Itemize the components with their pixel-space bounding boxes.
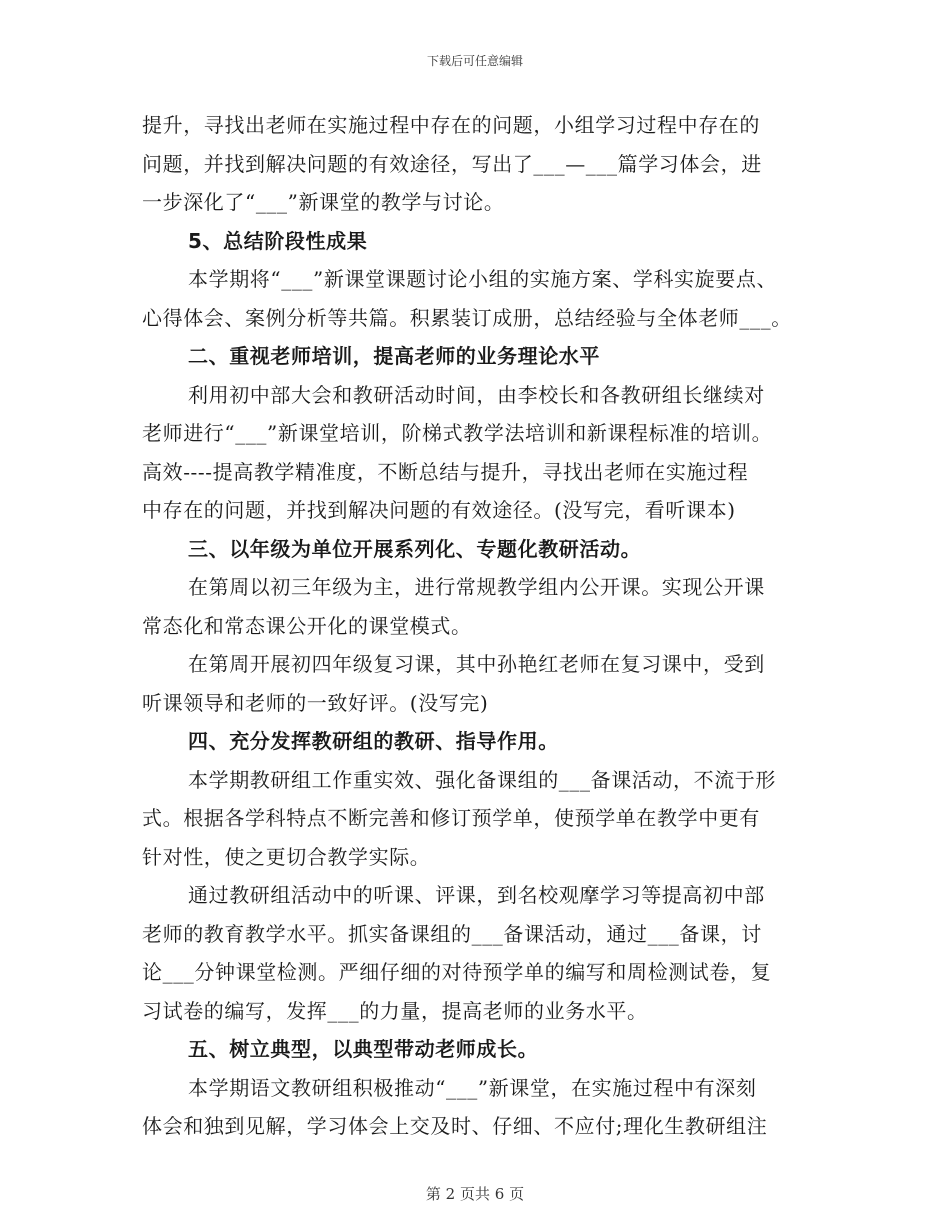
document-body: [142, 106, 832, 1146]
body-line: 常态化和常态课公开化的课堂模式。: [142, 613, 472, 638]
body-line: 本学期语文教研组积极推动“___”新课堂，在实施过程中有深刻: [188, 1075, 757, 1100]
body-line: 一步深化了“___”新课堂的教学与讨论。: [142, 190, 505, 214]
body-line: 问题，并找到解决问题的有效途径，写出了___—___篇学习体会，进: [142, 151, 762, 176]
body-line: 在第周开展初四年级复习课，其中孙艳红老师在复习课中，受到: [188, 652, 765, 676]
body-line: 论___分钟课堂检测。严细仔细的对待预学单的编写和周检测试卷，复: [142, 960, 772, 984]
body-line: 针对性，使之更切合教学实际。: [142, 844, 431, 869]
body-line: 在第周以初三年级为主，进行常规教学组内公开课。实现公开课: [188, 575, 765, 599]
section-heading: 5、总结阶段性成果: [188, 228, 368, 253]
section-heading: 五、树立典型，以典型带动老师成长。: [188, 1037, 539, 1061]
body-line: 提升，寻找出老师在实施过程中存在的问题，小组学习过程中存在的: [142, 113, 760, 137]
body-line: 本学期教研组工作重实效、强化备课组的___备课活动，不流于形: [188, 767, 776, 792]
body-line: 老师的教育教学水平。抓实备课组的___备课活动，通过___备课，讨: [142, 921, 762, 946]
body-line: 高效----提高教学精准度，不断总结与提升，寻找出老师在实施过程: [142, 459, 749, 484]
body-line: 通过教研组活动中的听课、评课，到名校观摩学习等提高初中部: [188, 883, 765, 907]
body-line: 习试卷的编写，发挥___的力量，提高老师的业务水平。: [142, 998, 648, 1023]
body-line: 式。根据各学科特点不断完善和修订预学单，使预学单在教学中更有: [142, 806, 760, 830]
body-line: 听课领导和老师的一致好评。(没写完): [142, 690, 489, 715]
body-line: 本学期将“___”新课堂课题讨论小组的实施方案、学科实旋要点、: [188, 267, 778, 291]
page-footer: 第 2 页共 6 页: [425, 1185, 525, 1203]
body-line: 心得体会、案例分析等共篇。积累装订成册，总结经验与全体老师___。: [142, 305, 792, 330]
body-line: 利用初中部大会和教研活动时间，由李校长和各教研组长继续对: [188, 382, 765, 407]
section-heading: 四、充分发挥教研组的教研、指导作用。: [188, 729, 559, 753]
page-header: 下载后可任意编辑: [426, 54, 523, 68]
body-line: 体会和独到见解，学习体会上交及时、仔细、不应付;理化生教研组注: [142, 1114, 768, 1138]
section-heading: 三、以年级为单位开展系列化、专题化教研活动。: [188, 536, 642, 561]
body-line: 老师进行“___”新课堂培训，阶梯式教学法培训和新课程标准的培训。: [142, 421, 773, 445]
body-line: 中存在的问题，并找到解决问题的有效途径。(没写完，看听课本): [142, 498, 736, 522]
section-heading: 二、重视老师培训，提高老师的业务理论水平: [188, 344, 600, 368]
